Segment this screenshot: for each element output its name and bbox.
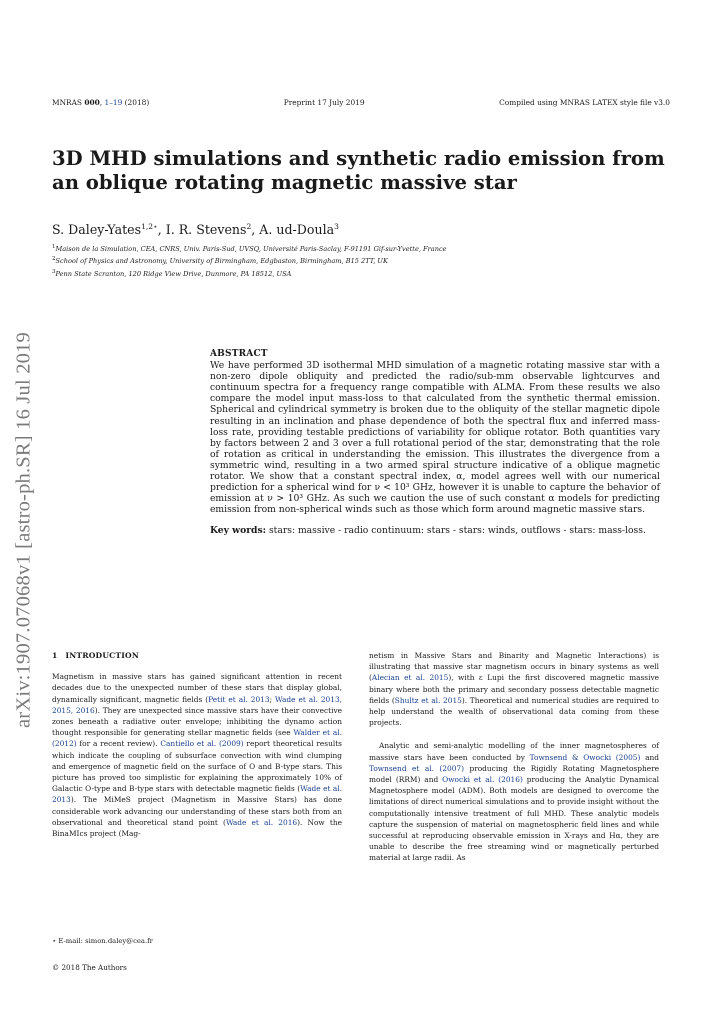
citation-link[interactable]: Cantiello et al. <box>160 739 217 749</box>
affiliation: $^2$School of Physics and Astronomy, University of Birmingham, Edgbaston, Birmingham, B15 2TT, UK <box>52 256 388 266</box>
citation-link[interactable]: Wade et al. 2013, 2015, 2016 <box>52 694 343 715</box>
compiled-note: Compiled using MNRAS LATEX style file v3.0 <box>499 98 670 107</box>
abstract-block <box>210 349 660 537</box>
body-paragraph: Analytic and semi-analytic modelling of the inner magnetospheres of massive stars have been conducted by Townsend & Owocki (2005) and Townsend et al. (2007) producing the Rigidly Rotating Magnetosphere model (RRM) and Owocki et al. (2016) producing the Analytic Dynamical Magnetosphere model (ADM). Both models are designed to overcome the limitations of direct numerical simulations and to provide insight without the computationally intensive treatment of full MHD. These analytic models capture the suspension of material on magnetospheric field lines and while successful at reproducing observable emission in X-rays and Hα, they are unable to describe the free streaming wind or magnetically perturbed material at large radii. As <box>369 741 659 863</box>
citation-link[interactable]: (2009) <box>219 739 244 749</box>
paper-title: 3D MHD simulations and synthetic radio emission from an oblique rotating magnetic massive star <box>52 147 665 194</box>
body-paragraph: netism in Massive Stars and Binarity and Magnetic Interactions) is illustrating that massive star magnetism occurs in binary systems as well (Alecian et al. 2015), with ε Lupi the first discovered magnetic massive binary where both the primary and secondary possess detectable magnetic fields (Shultz et al. 2015). Theoretical and numerical studies are required to help understand the wealth of observational data coming from these projects. <box>369 651 659 728</box>
author-affil-marker: 3 <box>334 222 339 231</box>
footnote-email: ⋆ E-mail: simon.daley@cea.fr <box>52 937 153 945</box>
citation-link[interactable]: (2012) <box>52 739 77 749</box>
citation-link[interactable]: Owocki et al. (2016) <box>442 775 523 785</box>
page-range-link[interactable]: 1–19 <box>104 98 123 107</box>
citation-link[interactable]: Wade et al. 2013 <box>52 784 342 805</box>
running-header <box>52 98 670 107</box>
arxiv-stamp <box>2 300 46 760</box>
author-list: S. Daley-Yates$^{1,2⋆}$, I. R. Stevens$^2$, A. ud-Doula$^3$ <box>52 222 339 238</box>
author-name: I. R. Stevens <box>165 222 247 238</box>
section-heading <box>52 650 342 661</box>
arxiv-stamp-text: arXiv:1907.07068v1 [astro-ph.SR] 16 Jul 2019 <box>12 332 35 728</box>
journal-year: (2018) <box>124 98 150 107</box>
section-title: INTRODUCTION <box>65 651 139 660</box>
abstract-heading: ABSTRACT <box>210 349 268 359</box>
citation-link[interactable]: Townsend et al. (2007) <box>369 763 464 773</box>
citation-link[interactable]: Petit et al. 2013 <box>208 694 270 704</box>
journal-volume: 000 <box>84 98 100 107</box>
journal-citation: MNRAS 000, 1–19 (2018) <box>52 98 150 107</box>
citation-link[interactable]: Alecian et al. 2015 <box>371 673 449 683</box>
preprint-date: Preprint 17 July 2019 <box>283 98 365 107</box>
author-affil-marker: 1,2⋆ <box>141 222 158 231</box>
citation-link[interactable]: Shultz et al. 2015 <box>394 695 462 705</box>
left-column <box>52 650 342 839</box>
affiliation: $^3$Penn State Scranton, 120 Ridge View Drive, Dunmore, PA 18512, USA <box>52 268 292 278</box>
affiliation-list <box>52 242 672 279</box>
section-number: 1 <box>52 651 58 660</box>
keywords <box>210 525 660 536</box>
author-affil-marker: 2 <box>246 222 252 231</box>
keywords-text: stars: massive - radio continuum: stars - stars: winds, outflows - stars: mass-loss. <box>268 525 646 537</box>
affiliation: $^1$Maison de la Simulation, CEA, CNRS, Univ. Paris-Sud, UVSQ, Université Paris-Saclay, F-91191 Gif-sur-Yvette, France <box>52 244 447 254</box>
citation-link[interactable]: Wade et al. 2016 <box>225 817 298 827</box>
journal-name: MNRAS <box>52 98 82 107</box>
citation-link[interactable]: Townsend & Owocki (2005) <box>529 752 641 762</box>
body-paragraph: Magnetism in massive stars has gained significant attention in recent decades due to the unexpected number of these stars that display global, dynamically significant, magnetic fields (Petit et al. 2013; Wade et al. 2013, 2015, 2016). They are unexpected since massive stars have their convective zones beneath a radiative outer envelope; inhibiting the dynamo action thought responsible for generating stellar magnetic fields (see Walder et al. (2012) for a recent review). Cantiello et al. (2009) report theoretical results which indicate the coupling of subsurface convection with wind clumping and emergence of magnetic field on the surface of O and B-type stars. This picture has proved too simplistic for explaining the approximately 10% of Galactic O-type and B-type stars with detectable magnetic fields (Wade et al. 2013). The MiMeS project (Magnetism in Massive Stars) has done considerable work advancing our understanding of these stars both from an observational and theoretical stand point (Wade et al. 2016). Now the BinaMIcs project (Mag- <box>52 672 343 839</box>
keywords-label: Key words: <box>210 525 267 537</box>
copyright-notice: © 2018 The Authors <box>52 963 127 972</box>
author-name: S. Daley-Yates <box>52 222 142 238</box>
author-name: A. ud-Doula <box>259 222 335 238</box>
abstract-text: We have performed 3D isothermal MHD simulation of a magnetic rotating massive star with a non-zero dipole obliquity and predicted the radio/sub-mm observable lightcurves and continuum spectra for a frequency range compatible with ALMA. From these results we also compare the model input mass-loss to that calculated from the synthetic thermal emission. Spherical and cylindrical symmetry is broken due to the obliquity of the stellar magnetic dipole resulting in an inclination and phase dependence of both the spectral flux and inferred mass-loss rate, providing testable predictions of variability for oblique rotator. Both quantities vary by factors between 2 and 3 over a full rotational period of the star, demonstrating that the role of rotation as critical in understanding the emission. This illustrates the divergence from a symmetric wind, resulting in a two armed spiral structure indicative of a oblique magnetic rotator. We show that a constant spectral index, α, model agrees well with our numerical prediction for a spherical wind for ν < 10³ GHz, however it is unable to capture the behavior of emission at ν > 10³ GHz. As such we caution the use of such constant α models for predicting emission from non-spherical winds such as those which form around magnetic massive stars. <box>210 360 660 516</box>
right-column <box>369 650 659 864</box>
citation-link[interactable]: Walder et al. <box>293 728 342 738</box>
